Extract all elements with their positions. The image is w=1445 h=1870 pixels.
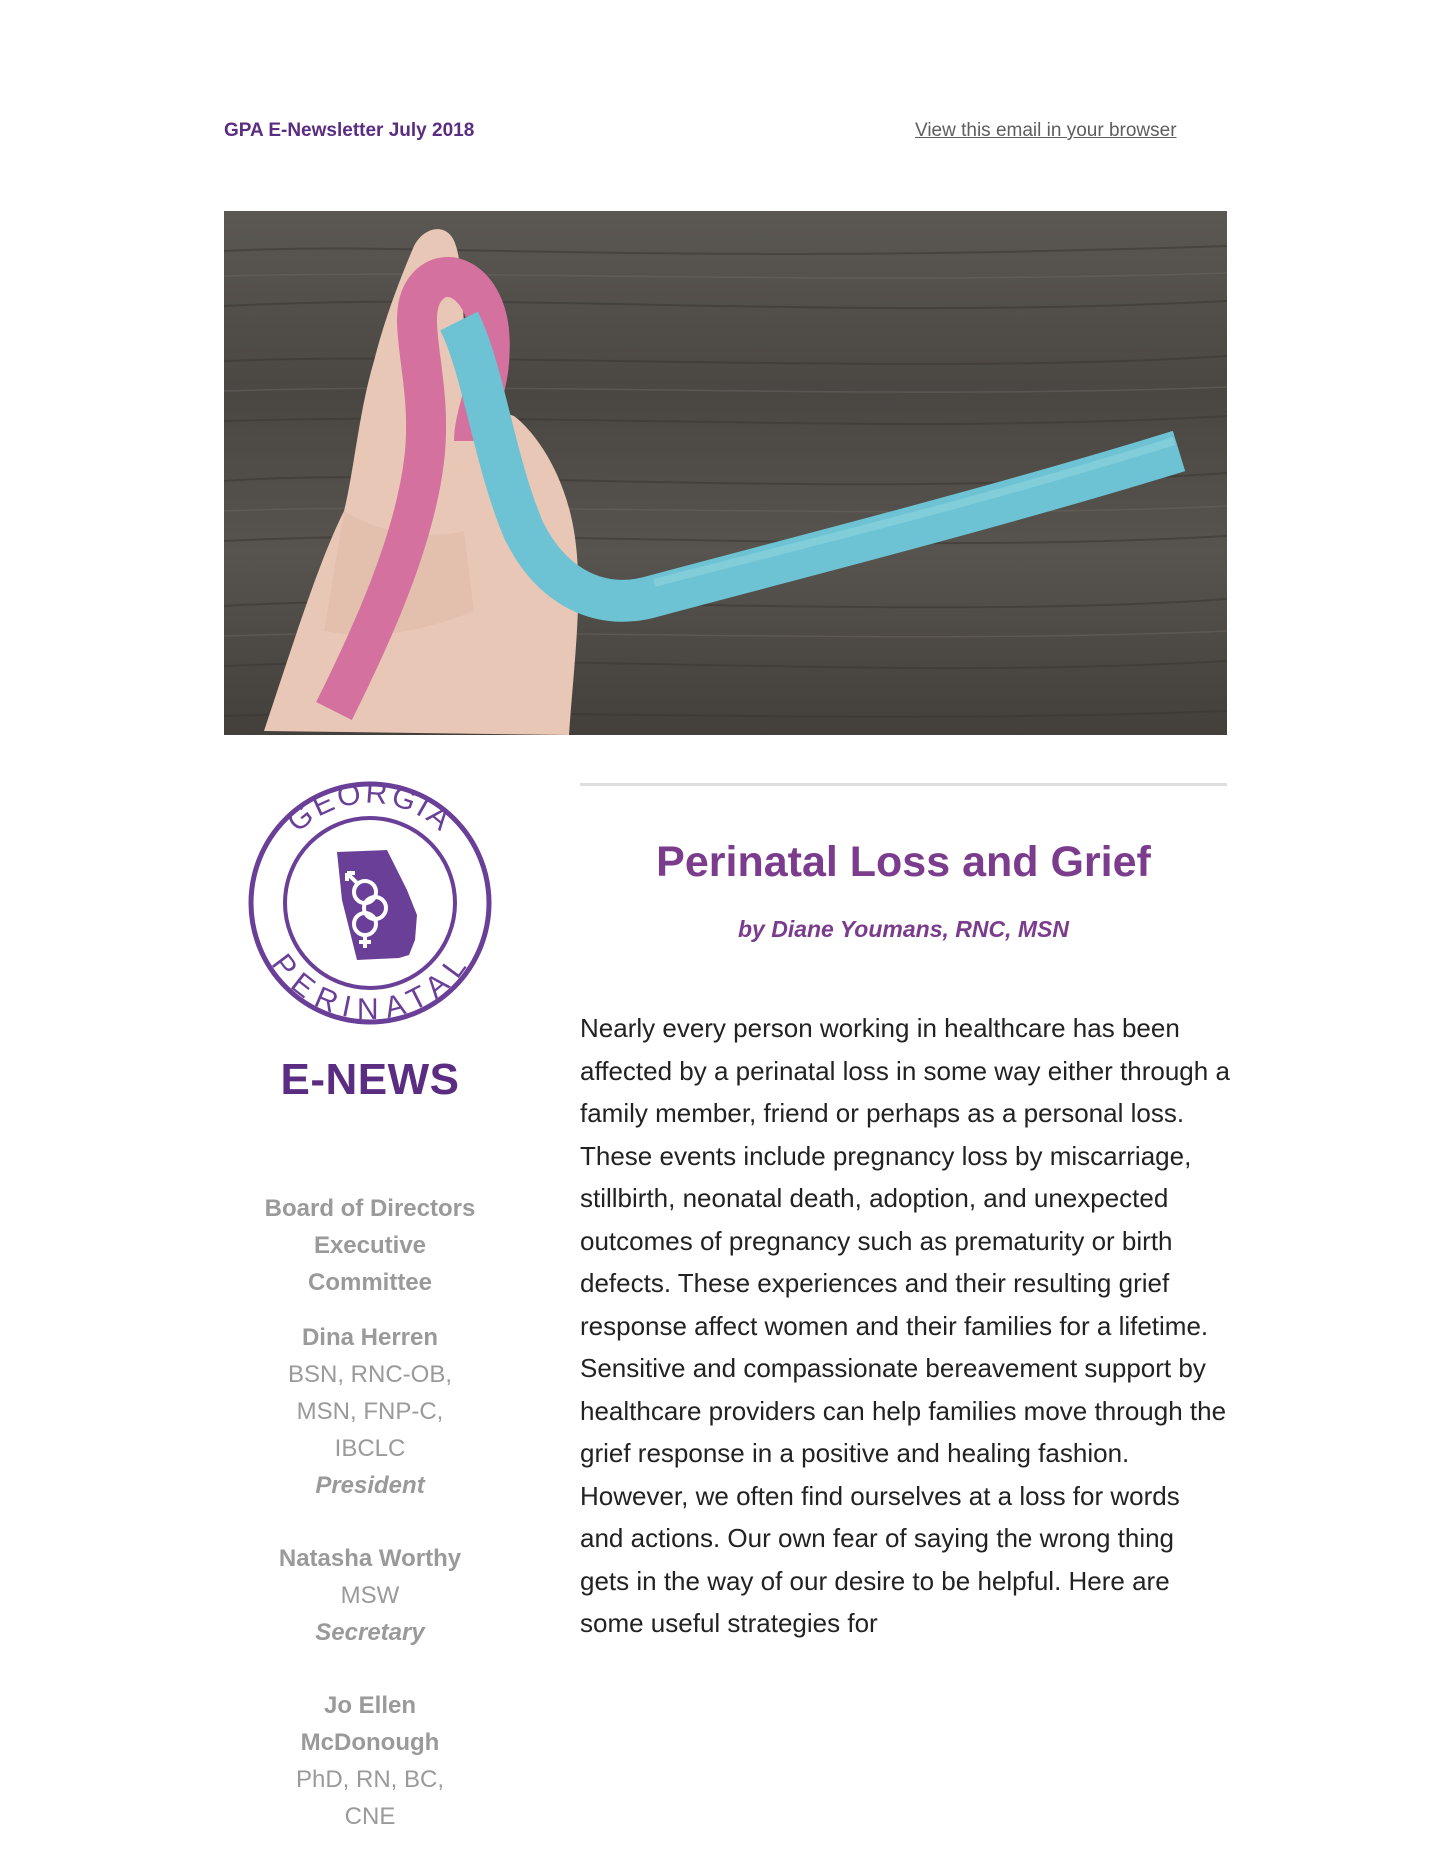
article-paragraph: Nearly every person working in healthcare has been affected by a perinatal loss in some way either through a family member, friend or perhaps as a personal loss. These events include pregnancy loss by miscarriage, stillbirth, neonatal death, adoption, and unexpected outcomes of pregnancy such as prematurity or birth defects. These experiences and their resulting grief response affect women and their families for a lifetime. <box>580 1013 1230 1341</box>
logo-bottom-text: PERINATAL <box>265 947 476 1026</box>
board-member <box>224 1319 516 1504</box>
board-list <box>224 1190 516 1835</box>
member-name: Natasha Worthy <box>278 1545 462 1572</box>
member-name: Dina Herren <box>301 1324 439 1351</box>
article-title: Perinatal Loss and Grief <box>656 838 1151 886</box>
newsletter-title: GPA E-Newsletter July 2018 <box>224 120 475 141</box>
georgia-perinatal-logo <box>247 780 493 1031</box>
enews-heading: E-NEWS <box>280 1055 460 1104</box>
hero-image <box>224 211 1227 735</box>
member-role: President <box>315 1472 425 1499</box>
member-credentials: BSN, RNC-OB, MSN, FNP-C, IBCLC <box>287 1361 452 1462</box>
board-member <box>224 1687 516 1835</box>
member-credentials: MSW <box>340 1582 400 1609</box>
member-role: Secretary <box>315 1619 425 1646</box>
article-body <box>580 1007 1230 1645</box>
board-member <box>224 1540 516 1651</box>
article-byline: by Diane Youmans, RNC, MSN <box>737 916 1069 942</box>
board-heading: Board of Directors Executive Committee <box>264 1195 476 1296</box>
member-credentials: PhD, RN, BC, CNE <box>295 1766 445 1830</box>
article-paragraph: Sensitive and compassionate bereavement support by healthcare providers can help families move through the grief response in a positive and healing fashion. However, we often find ourselves at a loss for words and actions. Our own fear of saying the wrong thing gets in the way of our desire to be helpful. Here are some useful strategies for <box>580 1353 1227 1638</box>
member-name: Jo Ellen McDonough <box>300 1692 440 1756</box>
section-divider <box>580 783 1227 786</box>
view-in-browser-link[interactable]: View this email in your browser <box>915 120 1177 141</box>
logo-top-text: GEORGIA <box>281 780 460 839</box>
